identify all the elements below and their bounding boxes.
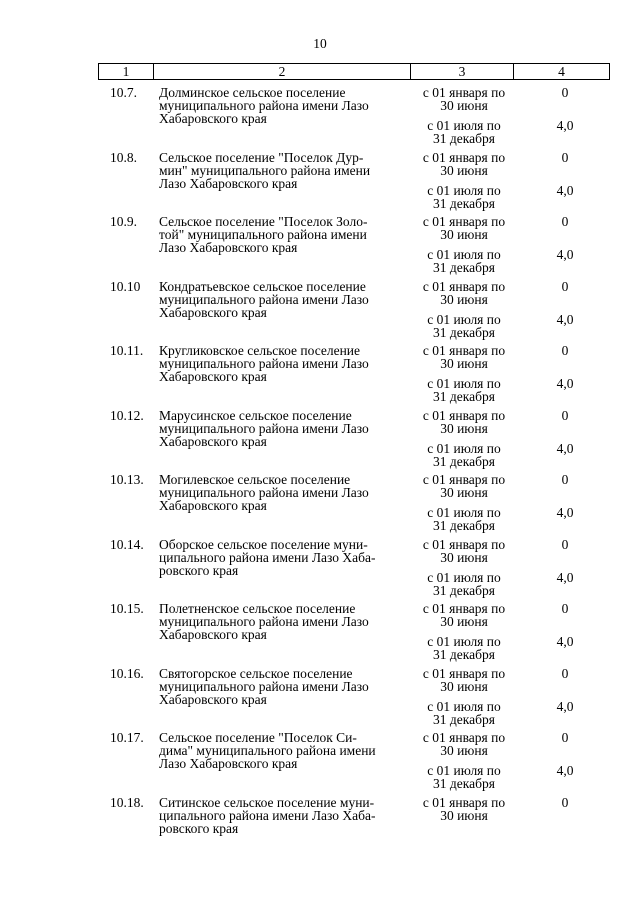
row-number: 10.11.	[110, 343, 144, 358]
settlement-name	[159, 602, 409, 641]
rate-value: 4,0	[556, 440, 574, 456]
period-line: 31 декабря	[433, 776, 495, 791]
header-col-1: 1	[99, 64, 154, 79]
rate-value: 4,0	[556, 634, 574, 649]
period	[414, 602, 514, 628]
period	[414, 473, 514, 499]
settlement-name	[159, 151, 409, 190]
period	[414, 215, 514, 241]
settlement-name-line: Хабаровского края	[159, 433, 267, 449]
rate-value: 4,0	[556, 182, 574, 198]
period	[414, 442, 514, 468]
settlement-name-line: муниципального района имени Лазо	[159, 356, 369, 371]
rate-value: 0	[561, 214, 569, 229]
period-line: с 01 января по	[422, 536, 506, 552]
settlement-name-line: муниципального района имени Лазо	[159, 614, 369, 629]
settlement-name-line: Хабаровского края	[159, 691, 267, 707]
period-line: 30 июня	[440, 162, 488, 178]
settlement-name-line: Марусинское сельское поселение	[159, 407, 352, 423]
settlement-name	[159, 473, 409, 512]
rate-value: 4,0	[556, 376, 574, 391]
period-line: с 01 июля по	[427, 698, 501, 714]
period-line: 31 декабря	[433, 711, 495, 727]
row-number: 10.18.	[110, 794, 144, 810]
rate-value: 0	[561, 85, 569, 100]
page-number: 10	[313, 36, 327, 51]
period-line: с 01 июля по	[427, 182, 501, 198]
settlement-name-line: Лазо Хабаровского края	[159, 175, 298, 191]
period-line: с 01 июля по	[427, 311, 501, 327]
settlement-name-line: ципального района имени Лазо Хаба-	[159, 807, 376, 823]
settlement-name-line: Хабаровского края	[159, 304, 267, 320]
period	[414, 280, 514, 306]
settlement-name-line: Сельское поселение "Поселок Золо-	[159, 214, 368, 229]
settlement-name	[159, 344, 409, 383]
period-line: с 01 июля по	[427, 505, 501, 520]
rate-value: 4,0	[556, 311, 574, 327]
row-number: 10.7.	[110, 85, 137, 100]
period-line: 30 июня	[440, 614, 488, 629]
settlement-name-line: Могилевское сельское поселение	[159, 472, 351, 487]
settlement-name-line: Ситинское сельское поселение муни-	[159, 794, 375, 810]
period-line: с 01 января по	[422, 85, 506, 100]
row-number: 10.17.	[110, 730, 144, 745]
settlement-name	[159, 731, 409, 770]
rate-value: 0	[561, 343, 569, 358]
period-line: с 01 июля по	[427, 763, 501, 778]
period	[414, 409, 514, 435]
settlement-name	[159, 667, 409, 706]
settlement-name	[159, 538, 409, 577]
period-line: 30 июня	[440, 291, 488, 307]
settlement-name-line: Хабаровского края	[159, 498, 267, 513]
settlement-name	[159, 796, 409, 835]
period-line: 30 июня	[440, 549, 488, 565]
rate-value: 4,0	[556, 247, 574, 262]
period-line: 31 декабря	[433, 453, 495, 469]
settlement-name-line: муниципального района имени Лазо	[159, 420, 369, 436]
period-line: 30 июня	[440, 227, 488, 242]
period-line: с 01 июля по	[427, 634, 501, 649]
period	[414, 506, 514, 532]
period-line: с 01 января по	[422, 149, 506, 165]
row-number: 10.13.	[110, 472, 144, 487]
rate-value: 0	[561, 407, 569, 423]
period-line: с 01 июля по	[427, 376, 501, 391]
period	[414, 86, 514, 112]
row-number: 10.10	[110, 278, 141, 294]
period-line: 31 декабря	[433, 389, 495, 404]
row-number: 10.15.	[110, 601, 144, 616]
settlement-name-line: Кондратьевское сельское поселение	[159, 278, 366, 294]
settlement-name-line: муниципального района имени Лазо	[159, 678, 369, 694]
period-line: с 01 июля по	[427, 569, 501, 585]
row-number: 10.16.	[110, 665, 144, 681]
settlement-name-line: Сельское поселение "Поселок Дур-	[159, 149, 364, 165]
settlement-name-line: муниципального района имени Лазо	[159, 485, 369, 500]
header-col-2: 2	[154, 64, 411, 79]
settlement-name-line: Сельское поселение "Поселок Си-	[159, 730, 357, 745]
settlement-name-line: мин" муниципального района имени	[159, 162, 371, 178]
settlement-name-line: Хабаровского края	[159, 627, 267, 642]
period	[414, 248, 514, 274]
period	[414, 731, 514, 757]
rate-value: 0	[561, 278, 569, 294]
header-col-3: 3	[411, 64, 514, 79]
period	[414, 667, 514, 693]
rate-value: 4,0	[556, 118, 574, 133]
period	[414, 344, 514, 370]
period-line: 30 июня	[440, 356, 488, 371]
settlement-name-line: Хабаровского края	[159, 111, 267, 126]
rate-value: 4,0	[556, 763, 574, 778]
period-line: 30 июня	[440, 485, 488, 500]
settlement-name-line: той" муниципального района имени	[159, 227, 367, 242]
period-line: с 01 июля по	[427, 440, 501, 456]
period-line: 30 июня	[440, 807, 488, 823]
period-line: 31 декабря	[433, 582, 495, 598]
period-line: 31 декабря	[433, 518, 495, 533]
rate-value: 0	[561, 472, 569, 487]
rate-value: 0	[561, 149, 569, 165]
period-line: 30 июня	[440, 98, 488, 113]
period-line: с 01 января по	[422, 472, 506, 487]
rate-value: 0	[561, 794, 569, 810]
settlement-name-line: ципального района имени Лазо Хаба-	[159, 549, 376, 565]
rate-value: 0	[561, 665, 569, 681]
period	[414, 700, 514, 726]
settlement-name-line: Лазо Хабаровского края	[159, 240, 298, 255]
row-number: 10.14.	[110, 536, 144, 552]
settlement-name-line: дима" муниципального района имени	[159, 743, 376, 758]
period-line: с 01 января по	[422, 278, 506, 294]
row-number: 10.9.	[110, 214, 137, 229]
period-line: 31 декабря	[433, 647, 495, 662]
settlement-name	[159, 280, 409, 319]
settlement-name-line: Святогорское сельское поселение	[159, 665, 353, 681]
rate-value: 0	[561, 730, 569, 745]
settlement-name	[159, 409, 409, 448]
rate-value: 4,0	[556, 505, 574, 520]
period-line: 31 декабря	[433, 260, 495, 275]
rate-value: 0	[561, 536, 569, 552]
rate-value: 4,0	[556, 698, 574, 714]
period	[414, 184, 514, 210]
settlement-name-line: муниципального района имени Лазо	[159, 291, 369, 307]
period-line: с 01 января по	[422, 343, 506, 358]
period-line: с 01 января по	[422, 665, 506, 681]
table-header	[98, 63, 610, 80]
settlement-name	[159, 215, 409, 254]
settlement-name-line: Хабаровского края	[159, 369, 267, 384]
settlement-name-line: ровского края	[159, 562, 239, 578]
period-line: 31 декабря	[433, 195, 495, 211]
settlement-name-line: Лазо Хабаровского края	[159, 756, 298, 771]
period	[414, 635, 514, 661]
settlement-name-line: ровского края	[159, 820, 239, 836]
period	[414, 313, 514, 339]
settlement-name-line: Кругликовское сельское поселение	[159, 343, 361, 358]
period-line: с 01 января по	[422, 214, 506, 229]
period-line: с 01 января по	[422, 601, 506, 616]
settlement-name	[159, 86, 409, 125]
period-line: с 01 июля по	[427, 118, 501, 133]
row-number: 10.8.	[110, 149, 137, 165]
period-line: с 01 января по	[422, 407, 506, 423]
period-line: 31 декабря	[433, 131, 495, 146]
header-col-4: 4	[558, 64, 565, 79]
settlement-name-line: Полетненское сельское поселение	[159, 601, 356, 616]
row-number: 10.12.	[110, 407, 144, 423]
settlement-name-line: муниципального района имени Лазо	[159, 98, 369, 113]
period	[414, 571, 514, 597]
period-line: 30 июня	[440, 420, 488, 436]
period-line: 31 декабря	[433, 324, 495, 340]
period	[414, 764, 514, 790]
period	[414, 377, 514, 403]
settlement-name-line: Долминское сельское поселение	[159, 85, 346, 100]
period-line: 30 июня	[440, 743, 488, 758]
period	[414, 151, 514, 177]
period-line: 30 июня	[440, 678, 488, 694]
rate-value: 4,0	[556, 569, 574, 585]
period	[414, 796, 514, 822]
period-line: с 01 июля по	[427, 247, 501, 262]
period-line: с 01 января по	[422, 794, 506, 810]
period	[414, 538, 514, 564]
period	[414, 119, 514, 145]
rate-value: 0	[561, 601, 569, 616]
period-line: с 01 января по	[422, 730, 506, 745]
settlement-name-line: Оборское сельское поселение муни-	[159, 536, 368, 552]
